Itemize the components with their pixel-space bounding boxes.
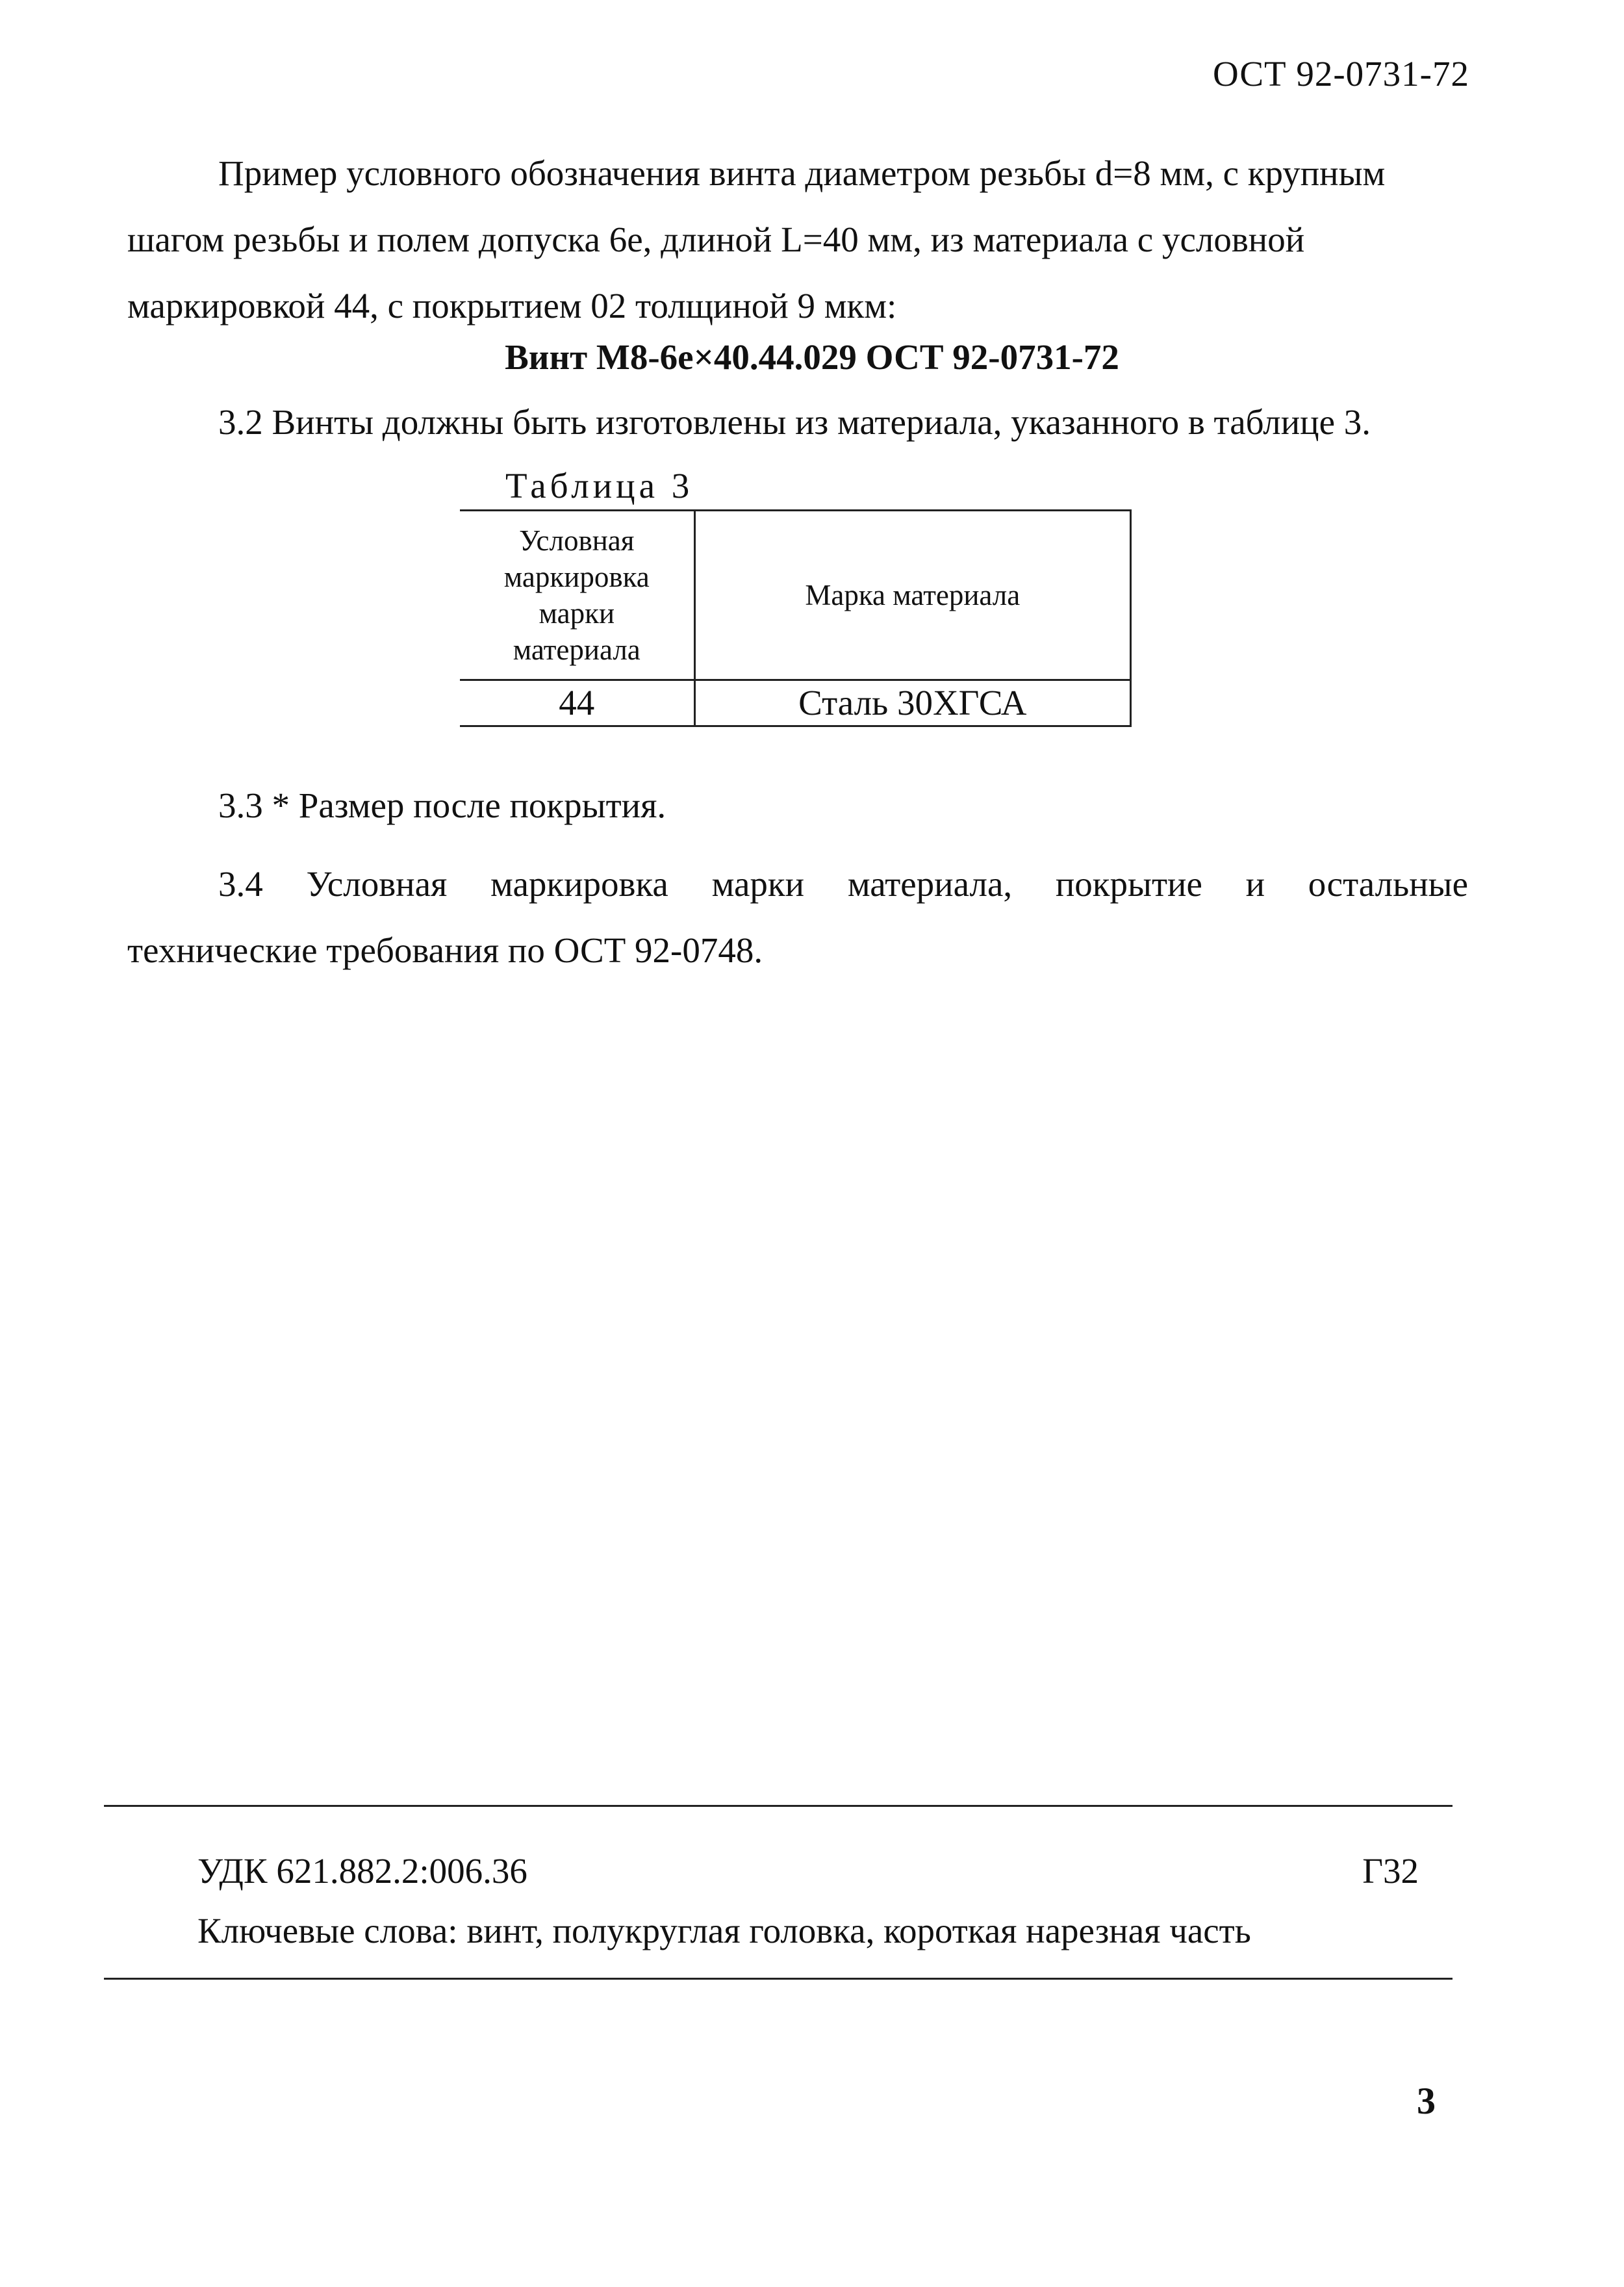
page-number: 3 [1417, 2080, 1436, 2122]
footer-divider-top [104, 1805, 1453, 1807]
keywords: Ключевые слова: винт, полукруглая головка, короткая нарезная часть [197, 1911, 1251, 1950]
material-table [460, 509, 1132, 727]
table-header-code [460, 511, 694, 680]
clause-3-3: 3.3 * Размер после покрытия. [218, 786, 666, 825]
clause-3-4 [127, 851, 1468, 984]
table-caption: Таблица 3 [505, 466, 694, 505]
clause-3-4-line-1: 3.4 Условная маркировка марки материала, покрытие и остальные [218, 864, 1468, 904]
table-cell-material: Сталь 30ХГСА [694, 680, 1130, 726]
table-header-material: Марка материала [694, 511, 1130, 680]
example-line-1: Пример условного обозначения винта диаметром резьбы d=8 мм, с крупным [218, 153, 1386, 193]
udk-code: УДК 621.882.2:006.36 [197, 1851, 527, 1891]
clause-3-4-line-2: технические требования по ОСТ 92-0748. [127, 930, 763, 970]
footer-divider-bottom [104, 1978, 1453, 1980]
group-code: Г32 [1362, 1851, 1419, 1891]
table-row [460, 680, 1131, 726]
header-line: маркировка [503, 561, 650, 593]
example-line-3: маркировкой 44, с покрытием 02 толщиной 9 мкм: [127, 286, 897, 326]
clause-3-2: 3.2 Винты должны быть изготовлены из материала, указанного в таблице 3. [218, 402, 1371, 442]
header-line: Условная [519, 524, 635, 557]
table-cell-code: 44 [460, 680, 694, 726]
header-line: материала [513, 633, 641, 666]
document-code: ОСТ 92-0731-72 [1212, 54, 1469, 94]
header-line: марки [539, 597, 615, 630]
screw-designation: Винт М8-6е×40.44.029 ОСТ 92-0731-72 [505, 337, 1119, 377]
example-paragraph [127, 140, 1468, 339]
example-line-2: шагом резьбы и полем допуска 6e, длиной L=40 мм, из материала с условной [127, 220, 1305, 259]
